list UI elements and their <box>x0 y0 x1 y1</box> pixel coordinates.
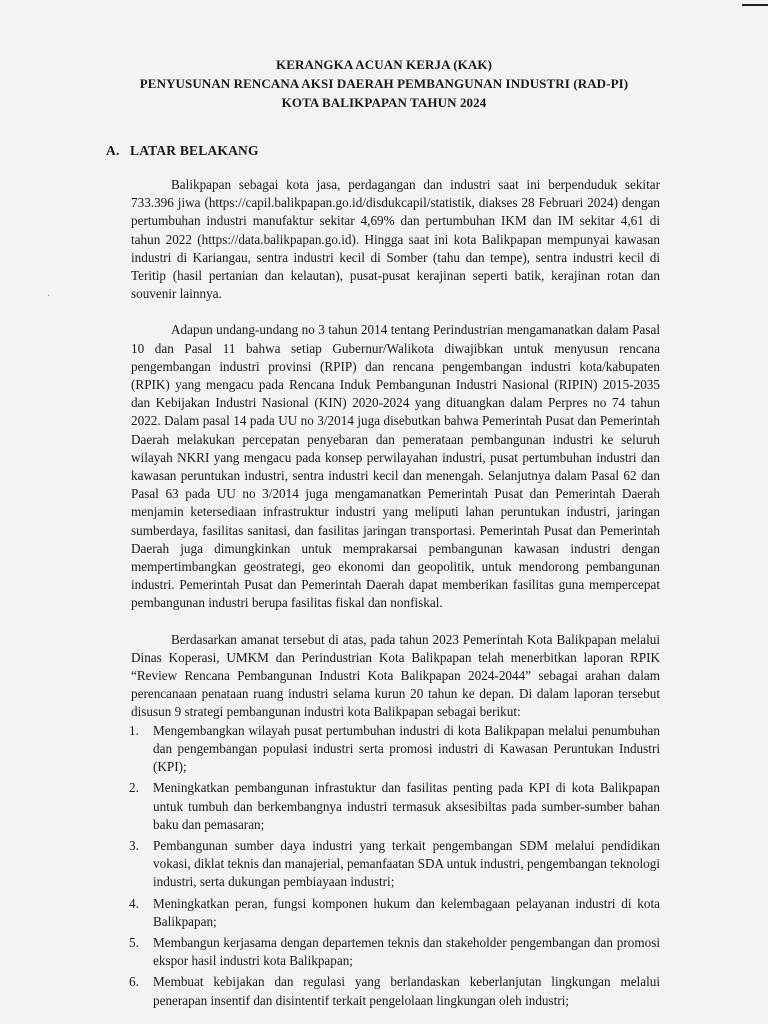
list-text: Meningkatkan pembangunan infrastuktur dan fasilitas penting pada KPI di kota Balikpapan untuk tumbuh dan berkembangnya industri termasuk aksesibiltas pada sumber-sumber bahan baku dan pemasaran; <box>153 780 660 832</box>
section-letter: A. <box>106 143 120 158</box>
list-text: Membuat kebijakan dan regulasi yang berlandaskan keberlanjutan lingkungan melalui penerapan insentif dan disintentif terkait pengelolaan lingkungan oleh industri; <box>153 974 660 1008</box>
list-item <box>131 722 660 777</box>
list-text: Meningkatkan peran, fungsi komponen hukum dan kelembagaan pelayanan industri di kota Balikpapan; <box>153 895 660 929</box>
paragraph-3: Berdasarkan amanat tersebut di atas, pada tahun 2023 Pemerintah Kota Balikpapan melalui Dinas Koperasi, UMKM dan Perindustrian Kota Balikpapan telah menerbitkan laporan RPIK “Review Rencana Pembangunan Industri Kota Balikpapan 2024-2044” sebagai arahan dalam perencanaan penataan ruang industri selama kurun 20 tahun ke depan. Di dalam laporan tersebut disusun 9 strategi pembangunan industri kota Balikpapan sebagai berikut: <box>131 631 660 720</box>
list-text: Pembangunan sumber daya industri yang terkait pengembangan SDM melalui pendidikan vokasi, diklat teknis dan manajerial, pemanfaatan SDA untuk industri, pengembangan teknologi industri, serta dukungan pembiayaan industri; <box>153 837 660 890</box>
scan-edge-mark <box>742 4 768 6</box>
list-number: 2. <box>129 780 139 796</box>
list-item <box>131 837 660 892</box>
list-number: 3. <box>129 837 139 853</box>
list-number: 5. <box>129 934 139 950</box>
list-number: 1. <box>129 722 139 738</box>
list-item <box>131 779 660 834</box>
scan-speck: · <box>47 291 51 302</box>
header-subtitle: PENYUSUNAN RENCANA AKSI DAERAH PEMBANGUNAN INDUSTRI (RAD-PI) <box>139 76 629 91</box>
paragraph-2: Adapun undang-undang no 3 tahun 2014 tentang Perindustrian mengamanatkan dalam Pasal 10 dan Pasal 11 bahwa setiap Gubernur/Walikota diwajibkan untuk menyusun rencana pengembangan industri provinsi (RPIP) dan rencana pengembangan industri kota/kabupaten (RPIK) yang mengacu pada Rencana Induk Pembangunan Industri Nasional (RIPIN) 2015-2035 dan Kebijakan Industri Nasional (KIN) 2020-2024 yang dituangkan dalam Perpres no 74 tahun 2022. Dalam pasal 14 pada UU no 3/2014 juga disebutkan bahwa Pemerintah Pusat dan Pemerintah Daerah melakukan percepatan penyebaran dan pemerataan pembangunan industri ke seluruh wilayah NKRI yang mengacu pada konsep perwilayahan industri, pusat pertumbuhan industri dan kawasan peruntukan industri, sentra industri kecil dan menengah. Selanjutnya dalam Pasal 62 dan Pasal 63 pada UU no 3/2014 juga mengamanatkan Pemerintah Pusat dan Pemerintah Daerah menjamin ketersediaan infrastruktur industri yang meliputi lahan peruntukan industri, jaringan sumberdaya, fasilitas sanitasi, dan fasilitas jaringan transportasi. Pemerintah Pusat dan Pemerintah Daerah juga dimungkinkan untuk memprakarsai pembangunan kawasan industri dengan mempertimbangkan geostrategi, geo ekonomi dan geopolitik, untuk mendorong pembangunan industri. Pemerintah Pusat dan Pemerintah Daerah dapat memberikan fasilitas guna mempercepat pembangunan industri berupa fasilitas fiskal dan nonfiskal. <box>131 322 660 611</box>
list-number: 6. <box>129 974 139 990</box>
header-location-year: KOTA BALIKPAPAN TAHUN 2024 <box>281 95 487 110</box>
paragraph-1: Balikpapan sebagai kota jasa, perdagangan dan industri saat ini berpenduduk sekitar 733.396 jiwa (https://capil.balikpapan.go.id/disdukcapil/statistik, diakses 28 Februari 2024) dengan pertumbuhan industri manufaktur sekitar 4,69% dan pertumbuhan IKM dan IM sekitar 4,61 di tahun 2022 (https://data.balikpapan.go.id). Hingga saat ini kota Balikpapan mempunyai kawasan industri di Kariangau, sentra industri kecil di Somber (tahu dan tempe), sentra industri kecil di Teritip (hasil pertanian dan kelautan), pusat-pusat kerajinan seperti batik, kerajinan rotan dan souvenir lainnya. <box>131 177 660 302</box>
strategy-list <box>131 722 660 1010</box>
section-heading <box>106 143 259 159</box>
section-title-text: LATAR BELAKANG <box>130 143 259 158</box>
document-header <box>0 55 768 112</box>
list-item <box>131 973 660 1009</box>
list-text: Membangun kerjasama dengan departemen teknis dan stakeholder pengembangan dan promosi ekspor hasil industri kota Balikpapan; <box>153 934 660 969</box>
header-title: KERANGKA ACUAN KERJA (KAK) <box>275 57 493 72</box>
list-item <box>131 895 660 931</box>
list-text: Mengembangkan wilayah pusat pertumbuhan industri di kota Balikpapan melalui penumbuhan dan pengembangan populasi industri serta promosi industri di Kawasan Peruntukan Industri (KPI); <box>153 722 660 775</box>
list-number: 4. <box>129 895 139 911</box>
document-body <box>131 176 660 1013</box>
list-item <box>131 934 660 970</box>
